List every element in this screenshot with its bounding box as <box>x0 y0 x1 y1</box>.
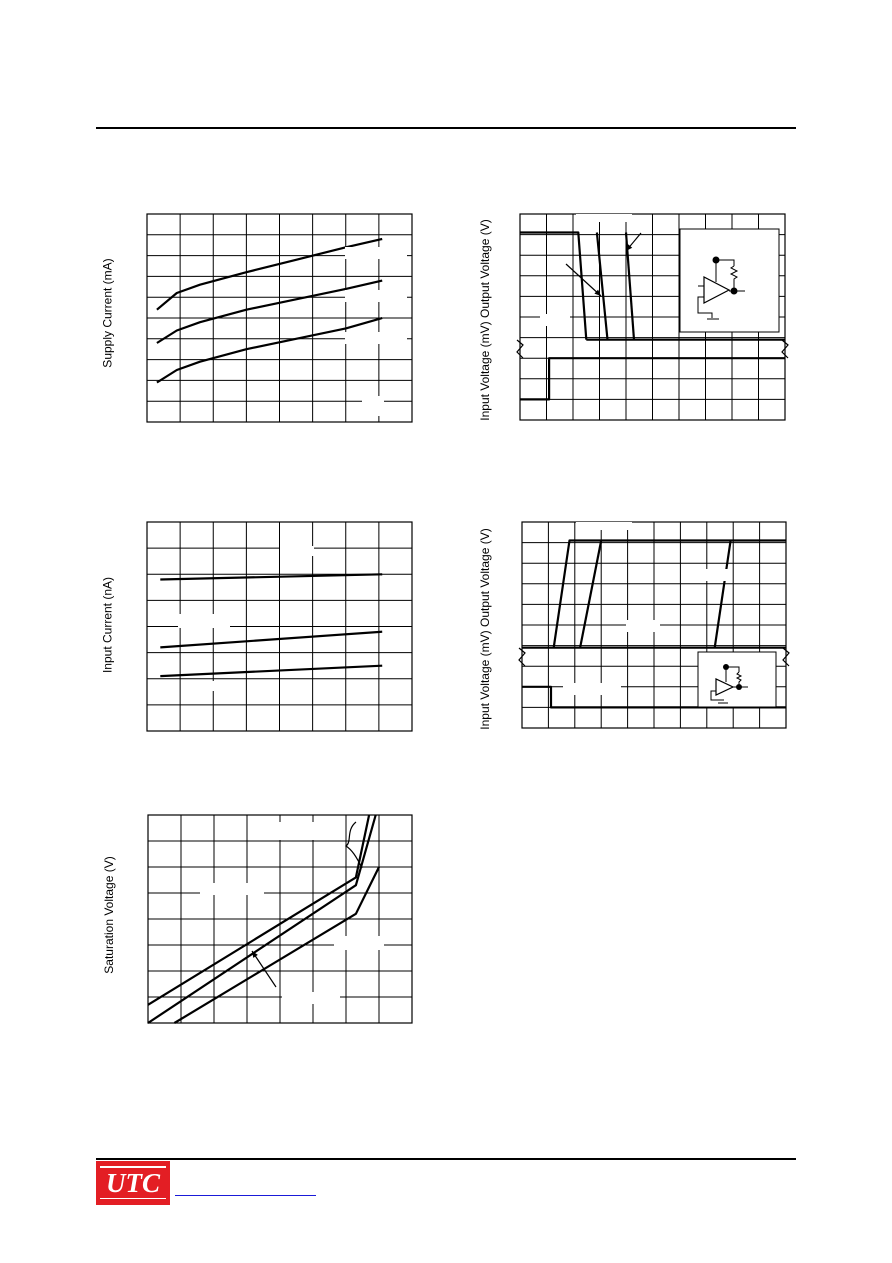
label-patch <box>178 614 230 628</box>
arrow-line <box>566 264 601 296</box>
axis-break-icon <box>782 340 788 358</box>
saturation-voltage-ylabel: Saturation Voltage (V) <box>102 856 116 974</box>
axis-break-icon <box>783 648 789 666</box>
label-patch <box>345 332 407 344</box>
label-patch <box>563 683 621 695</box>
label-patch <box>282 992 340 1004</box>
input-current-ylabel: Input Current (nA) <box>100 576 115 674</box>
label-patch <box>334 936 384 950</box>
inset-schematic-2 <box>698 652 776 707</box>
label-patch <box>540 314 570 326</box>
label-patch <box>576 214 632 222</box>
label-patch <box>345 247 407 259</box>
response-chart-1-ylabel: Input Voltage (mV) Output Voltage (V) <box>478 219 492 421</box>
arrow-line <box>252 951 276 987</box>
label-patch <box>250 822 316 840</box>
label-patch <box>700 569 730 581</box>
label-patch <box>205 681 233 691</box>
inset-frame <box>680 229 779 332</box>
label-patch <box>345 290 407 302</box>
label-patch <box>280 546 314 556</box>
axis-break-icon <box>517 340 523 358</box>
label-patch <box>576 522 632 530</box>
label-patch <box>200 883 264 895</box>
response-chart-2-ylabel: Input Voltage (mV) Output Voltage (V) <box>478 528 492 730</box>
label-patch <box>626 620 660 632</box>
logo-text: UTC <box>106 1167 160 1198</box>
inset-schematic-1 <box>680 229 779 332</box>
arrow-head-icon <box>252 951 258 958</box>
supply-current-ylabel: Supply Current (mA) <box>100 258 115 368</box>
inset-frame <box>698 652 776 707</box>
axis-break-icon <box>519 648 525 666</box>
annotation-bracket <box>346 822 362 868</box>
label-patch <box>362 396 384 416</box>
